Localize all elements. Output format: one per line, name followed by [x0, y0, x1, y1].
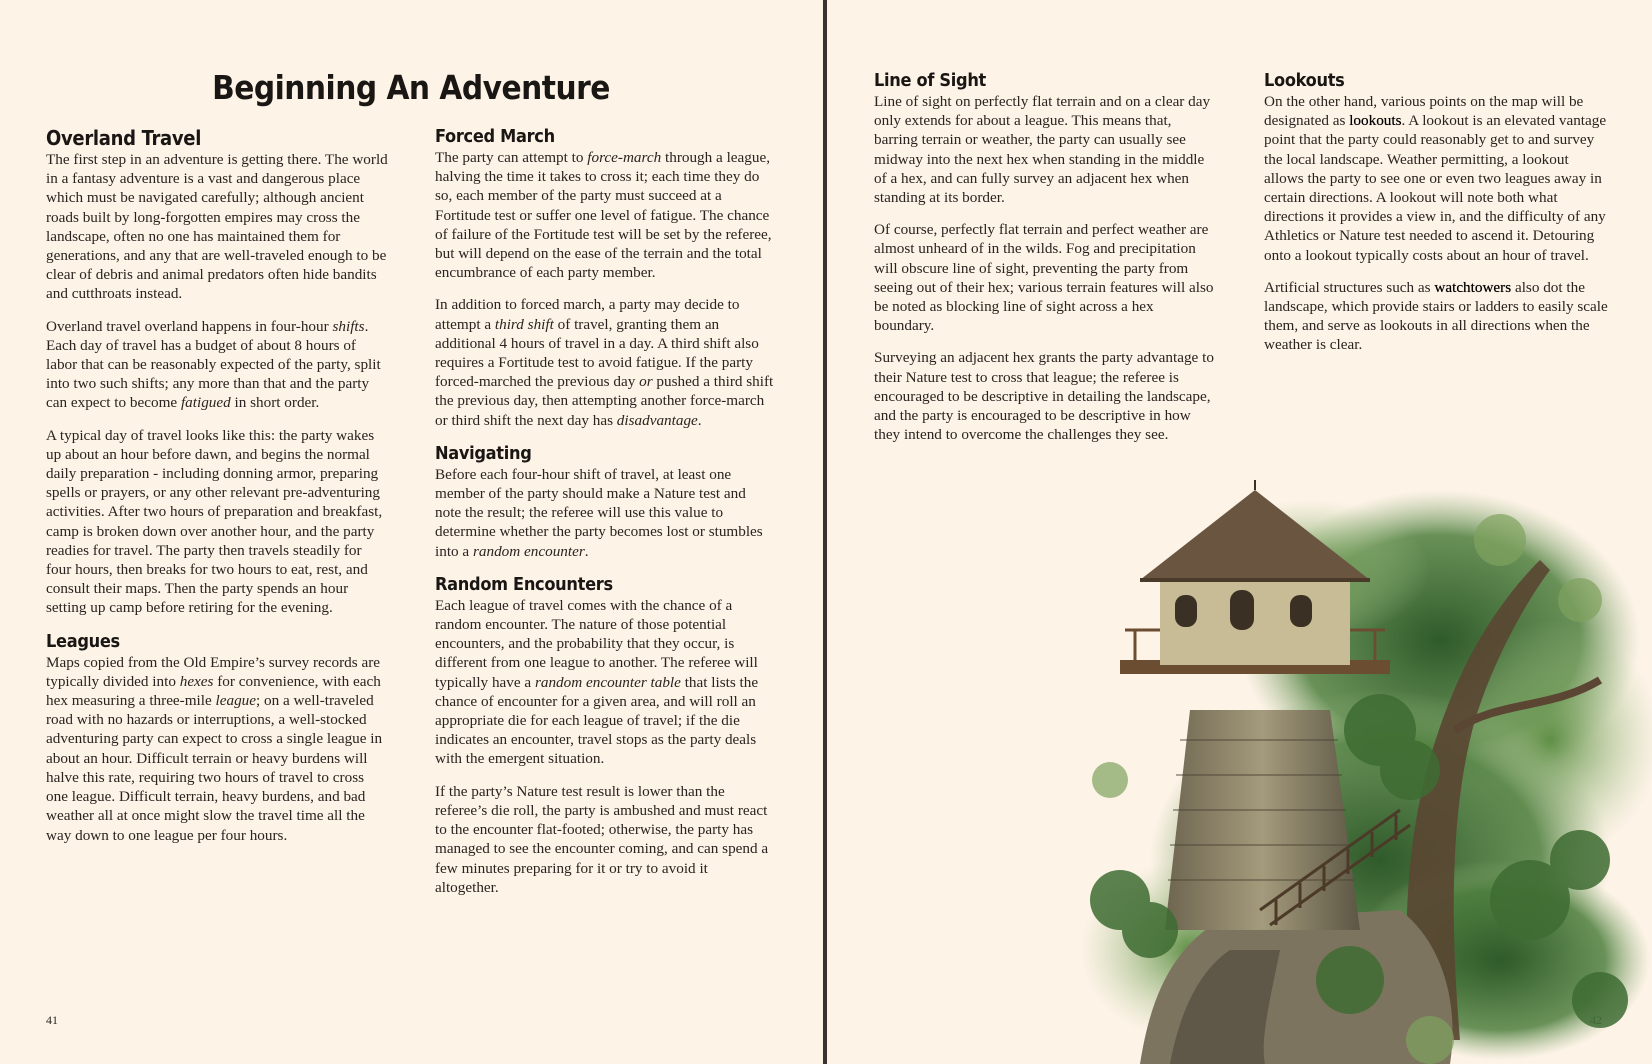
- term-lookouts: lookouts: [1349, 112, 1402, 130]
- section-overland-travel: [46, 126, 388, 618]
- heading-line-of-sight: Line of Sight: [874, 70, 986, 91]
- heading-lookouts: Lookouts: [1264, 70, 1345, 91]
- paragraph: Each league of travel comes with the chance of a random encounter. The nature of those potential encounters, and the probability that they occur, is different from one league to another. The referee will typically have a random encounter table that lists the chance of encounter for a given area, and will roll an appropriate die for each league of travel; if the die indicates an encounter, travel stops as the party deals with the emergent situation.: [435, 596, 759, 768]
- heading-overland-travel: Overland Travel: [46, 126, 202, 150]
- paragraph: If the party’s Nature test result is lower than the referee’s die roll, the party is ambushed and must react to the encounter flat-footed; otherwise, the party has managed to see the encounter coming, and can spend a few minutes preparing for it or try to avoid it altogether.: [435, 782, 769, 896]
- section-random-encounters: [435, 574, 775, 897]
- page-number-left: 41: [46, 1013, 58, 1027]
- paragraph: A typical day of travel looks like this: the party wakes up about an hour before dawn, and begins the normal daily preparation - including donning armor, preparing spells or prayers, or any other relevant pre-adventuring activities. After two hours of preparation and breakfast, camp is broken down over another hour, and the party readies for travel. The party then travels steadily for four hours, then breaks for two hours to eat, rest, and consult their maps. Then the party spends an hour setting up camp before retiring for the evening.: [46, 426, 383, 617]
- heading-forced-march: Forced March: [435, 126, 555, 147]
- paragraph: In addition to forced march, a party may decide to attempt a third shift of travel, granting them an additional 4 hours of travel in a day. A third shift also requires a Fortitude test to avoid fatigue. If the party forced-marched the previous day or pushed a third shift the previous day, then attempting another force-march or third shift the next day has disadvantage.: [435, 296, 774, 429]
- paragraph: Before each four-hour shift of travel, at least one member of the party should make a Nature test and note the result; the referee will use this value to determine whether the party becomes lost or stumbles into a random encounter.: [435, 465, 763, 560]
- term-watchtowers: watchtowers: [1434, 278, 1512, 296]
- book-gutter: [823, 0, 827, 1064]
- paragraph: Maps copied from the Old Empire’s survey records are typically divided into hexes for convenience, with each hex measuring a three-mile league; on a well-traveled road with no hazards or interruptions, a well-stocked adventuring party can expect to cross a single league in about an hour. Difficult terrain or heavy burdens will halve this rate, requiring two hours of travel to cross one league. Difficult terrain, heavy burdens, and bad weather all at once might slow the travel time all the way down to one league per four hours.: [46, 653, 383, 844]
- left-column-2: [435, 126, 775, 910]
- right-column-2: [1264, 70, 1612, 368]
- section-line-of-sight: [874, 70, 1216, 444]
- section-forced-march: [435, 126, 775, 430]
- paragraph: Overland travel overland happens in four-hour shifts. Each day of travel has a budget of about 8 hours of labor that can be reasonably expected of the party, split into two such shifts; any more than that and the party can expect to become fatigued in short order.: [46, 317, 381, 412]
- paragraph: Surveying an adjacent hex grants the party advantage to their Nature test to cross that league; the referee is encouraged to be descriptive in detailing the landscape, and the party is encouraged to be descriptive in how they intend to overcome the challenges they see.: [874, 349, 1214, 444]
- paragraph: The first step in an adventure is getting there. The world in a fantasy adventure is a vast and dangerous place which must be navigated carefully; although ancient roads built by long-forgotten empires may cross the landscape, often no one has maintained them for generations, and any that are well-traveled enough to be clear of debris and animal predators often hide bandits and cutthroats instead.: [46, 151, 388, 303]
- section-navigating: [435, 443, 775, 561]
- heading-random-encounters: Random Encounters: [435, 573, 613, 595]
- paragraph: Of course, perfectly flat terrain and perfect weather are almost unheard of in the wilds. Fog and precipitation will obscure line of sight, preventing the party from seeing out of their hex; various terrain features will also be noted as blocking line of sight across a hex boundary.: [874, 221, 1214, 335]
- section-lookouts: [1264, 70, 1612, 355]
- paragraph: The party can attempt to force-march through a league, halving the time it takes to cross it; each time they do so, each member of the party must succeed at a Fortitude test or suffer one level of fatigue. The chance of failure of the Fortitude test will be set by the referee, but will depend on the ease of the terrain and the total encumbrance of each party member.: [435, 149, 772, 282]
- left-column-1: [46, 126, 388, 858]
- heading-leagues: Leagues: [46, 630, 120, 652]
- right-column-1: [874, 70, 1216, 457]
- page-title: Beginning An Adventure: [212, 68, 610, 107]
- watchtower-illustration: [1080, 480, 1652, 1064]
- paragraph: Artificial structures such as watchtowers also dot the landscape, which provide stairs or ladders to easily scale them, and serve as lookouts in all directions when the weather is clear.: [1264, 278, 1608, 354]
- heading-navigating: Navigating: [435, 442, 532, 464]
- paragraph: On the other hand, various points on the map will be designated as lookouts. A lookout is an elevated vantage point that the party could reasonably get to and survey the local landscape. Weather permitting, a lookout allows the party to see one or even two leagues away in certain directions. A lookout will note both what directions it provides a view in, and the difficulty of any Athletics or Nature test needed to ascend it. Detouring onto a lookout typically costs about an hour of travel.: [1264, 93, 1607, 264]
- section-leagues: [46, 631, 388, 845]
- paragraph: Line of sight on perfectly flat terrain and on a clear day only extends for about a league. This means that, barring terrain or weather, the party can usually see midway into the next hex when standing in the middle of a hex, and can fully survey an adjacent hex when standing at its border.: [874, 93, 1211, 207]
- left-page: [0, 0, 824, 1064]
